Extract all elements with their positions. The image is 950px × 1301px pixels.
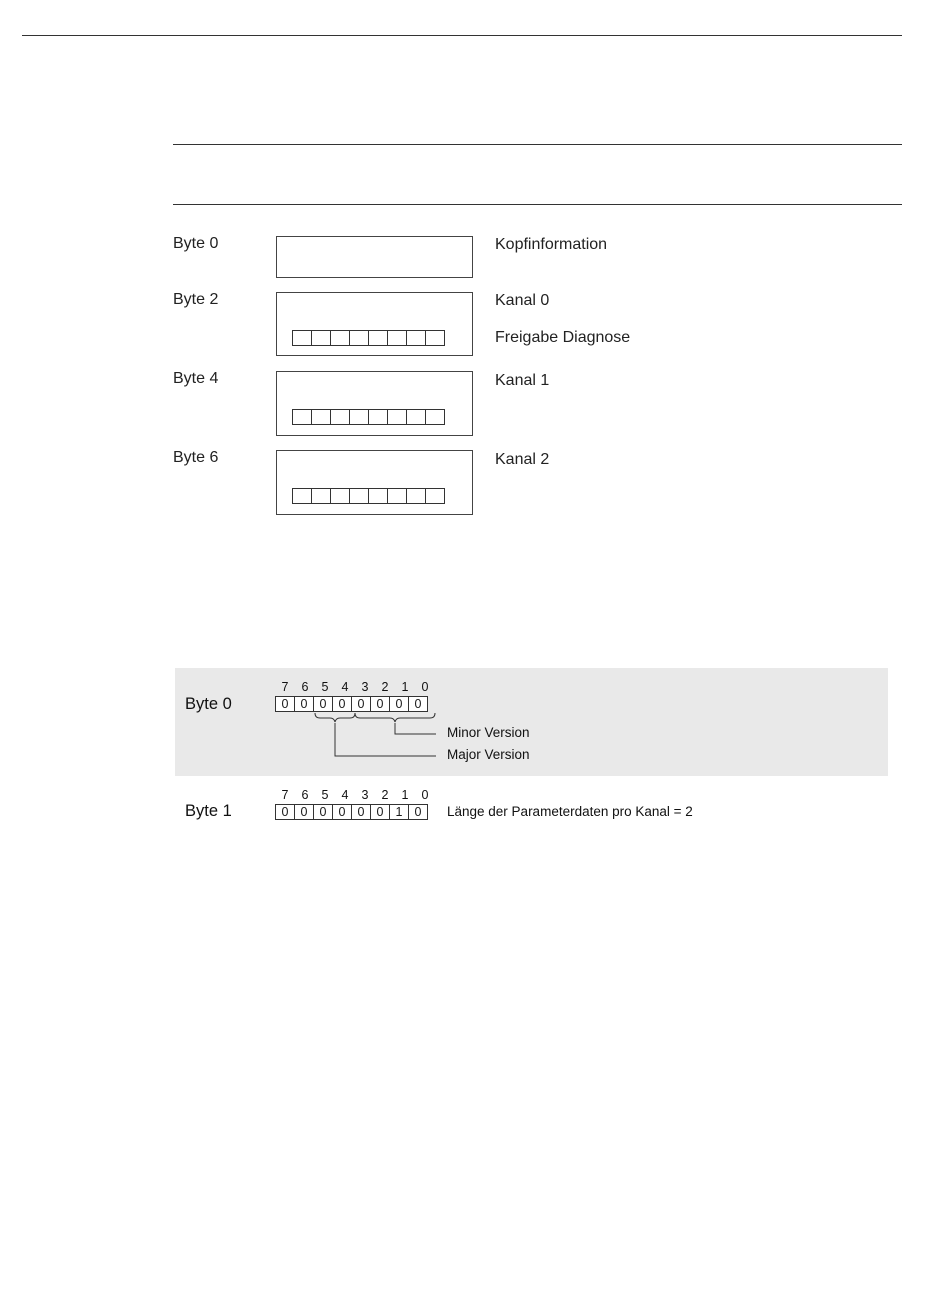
row-desc: Kopfinformation [495, 236, 608, 253]
bit-number: 6 [301, 680, 309, 694]
bit-number: 4 [341, 680, 349, 694]
bit-number: 7 [281, 680, 289, 694]
bit-numbers [275, 788, 435, 802]
bit-number: 2 [381, 788, 389, 802]
bit-number: 0 [421, 788, 429, 802]
bit-value: 0 [313, 696, 333, 712]
byte-label: Byte 6 [173, 449, 219, 466]
bit-value: 0 [389, 696, 409, 712]
row-subdesc: Freigabe Diagnose [495, 329, 631, 346]
bit-value: 0 [351, 804, 371, 820]
minor-version-label: Minor Version [447, 725, 530, 740]
byte-label: Byte 4 [173, 370, 219, 387]
bit-value: 0 [313, 804, 333, 820]
row-desc: Kanal 0 [495, 292, 550, 309]
bit-value: 0 [294, 804, 314, 820]
bit-number: 1 [401, 680, 409, 694]
bit-number: 3 [361, 680, 369, 694]
bit-number: 0 [421, 680, 429, 694]
bit-number: 4 [341, 788, 349, 802]
bit-number: 1 [401, 788, 409, 802]
byte1-label: Byte 1 [185, 802, 232, 820]
byte-label: Byte 0 [173, 235, 219, 252]
bit-number: 5 [321, 788, 329, 802]
major-version-label: Major Version [447, 747, 530, 762]
bit-number: 6 [301, 788, 309, 802]
bit-value: 0 [370, 804, 390, 820]
bit-number: 3 [361, 788, 369, 802]
bit-value: 1 [389, 804, 409, 820]
bit-value: 0 [275, 696, 295, 712]
bit-value: 0 [275, 804, 295, 820]
bit-number: 2 [381, 680, 389, 694]
bit-value: 0 [408, 696, 428, 712]
byte0-label: Byte 0 [185, 695, 232, 713]
bit-value: 0 [332, 696, 352, 712]
bit-value: 0 [408, 804, 428, 820]
bit-number: 7 [281, 788, 289, 802]
param-length-label: Länge der Parameterdaten pro Kanal = 2 [447, 804, 693, 819]
bit-value: 0 [332, 804, 352, 820]
bit-number: 5 [321, 680, 329, 694]
row-desc: Kanal 1 [495, 372, 550, 389]
bit-value: 0 [370, 696, 390, 712]
row-desc: Kanal 2 [495, 451, 550, 468]
bit-value: 0 [294, 696, 314, 712]
bit-value: 0 [351, 696, 371, 712]
bit-values [275, 804, 428, 820]
byte-label: Byte 2 [173, 291, 219, 308]
